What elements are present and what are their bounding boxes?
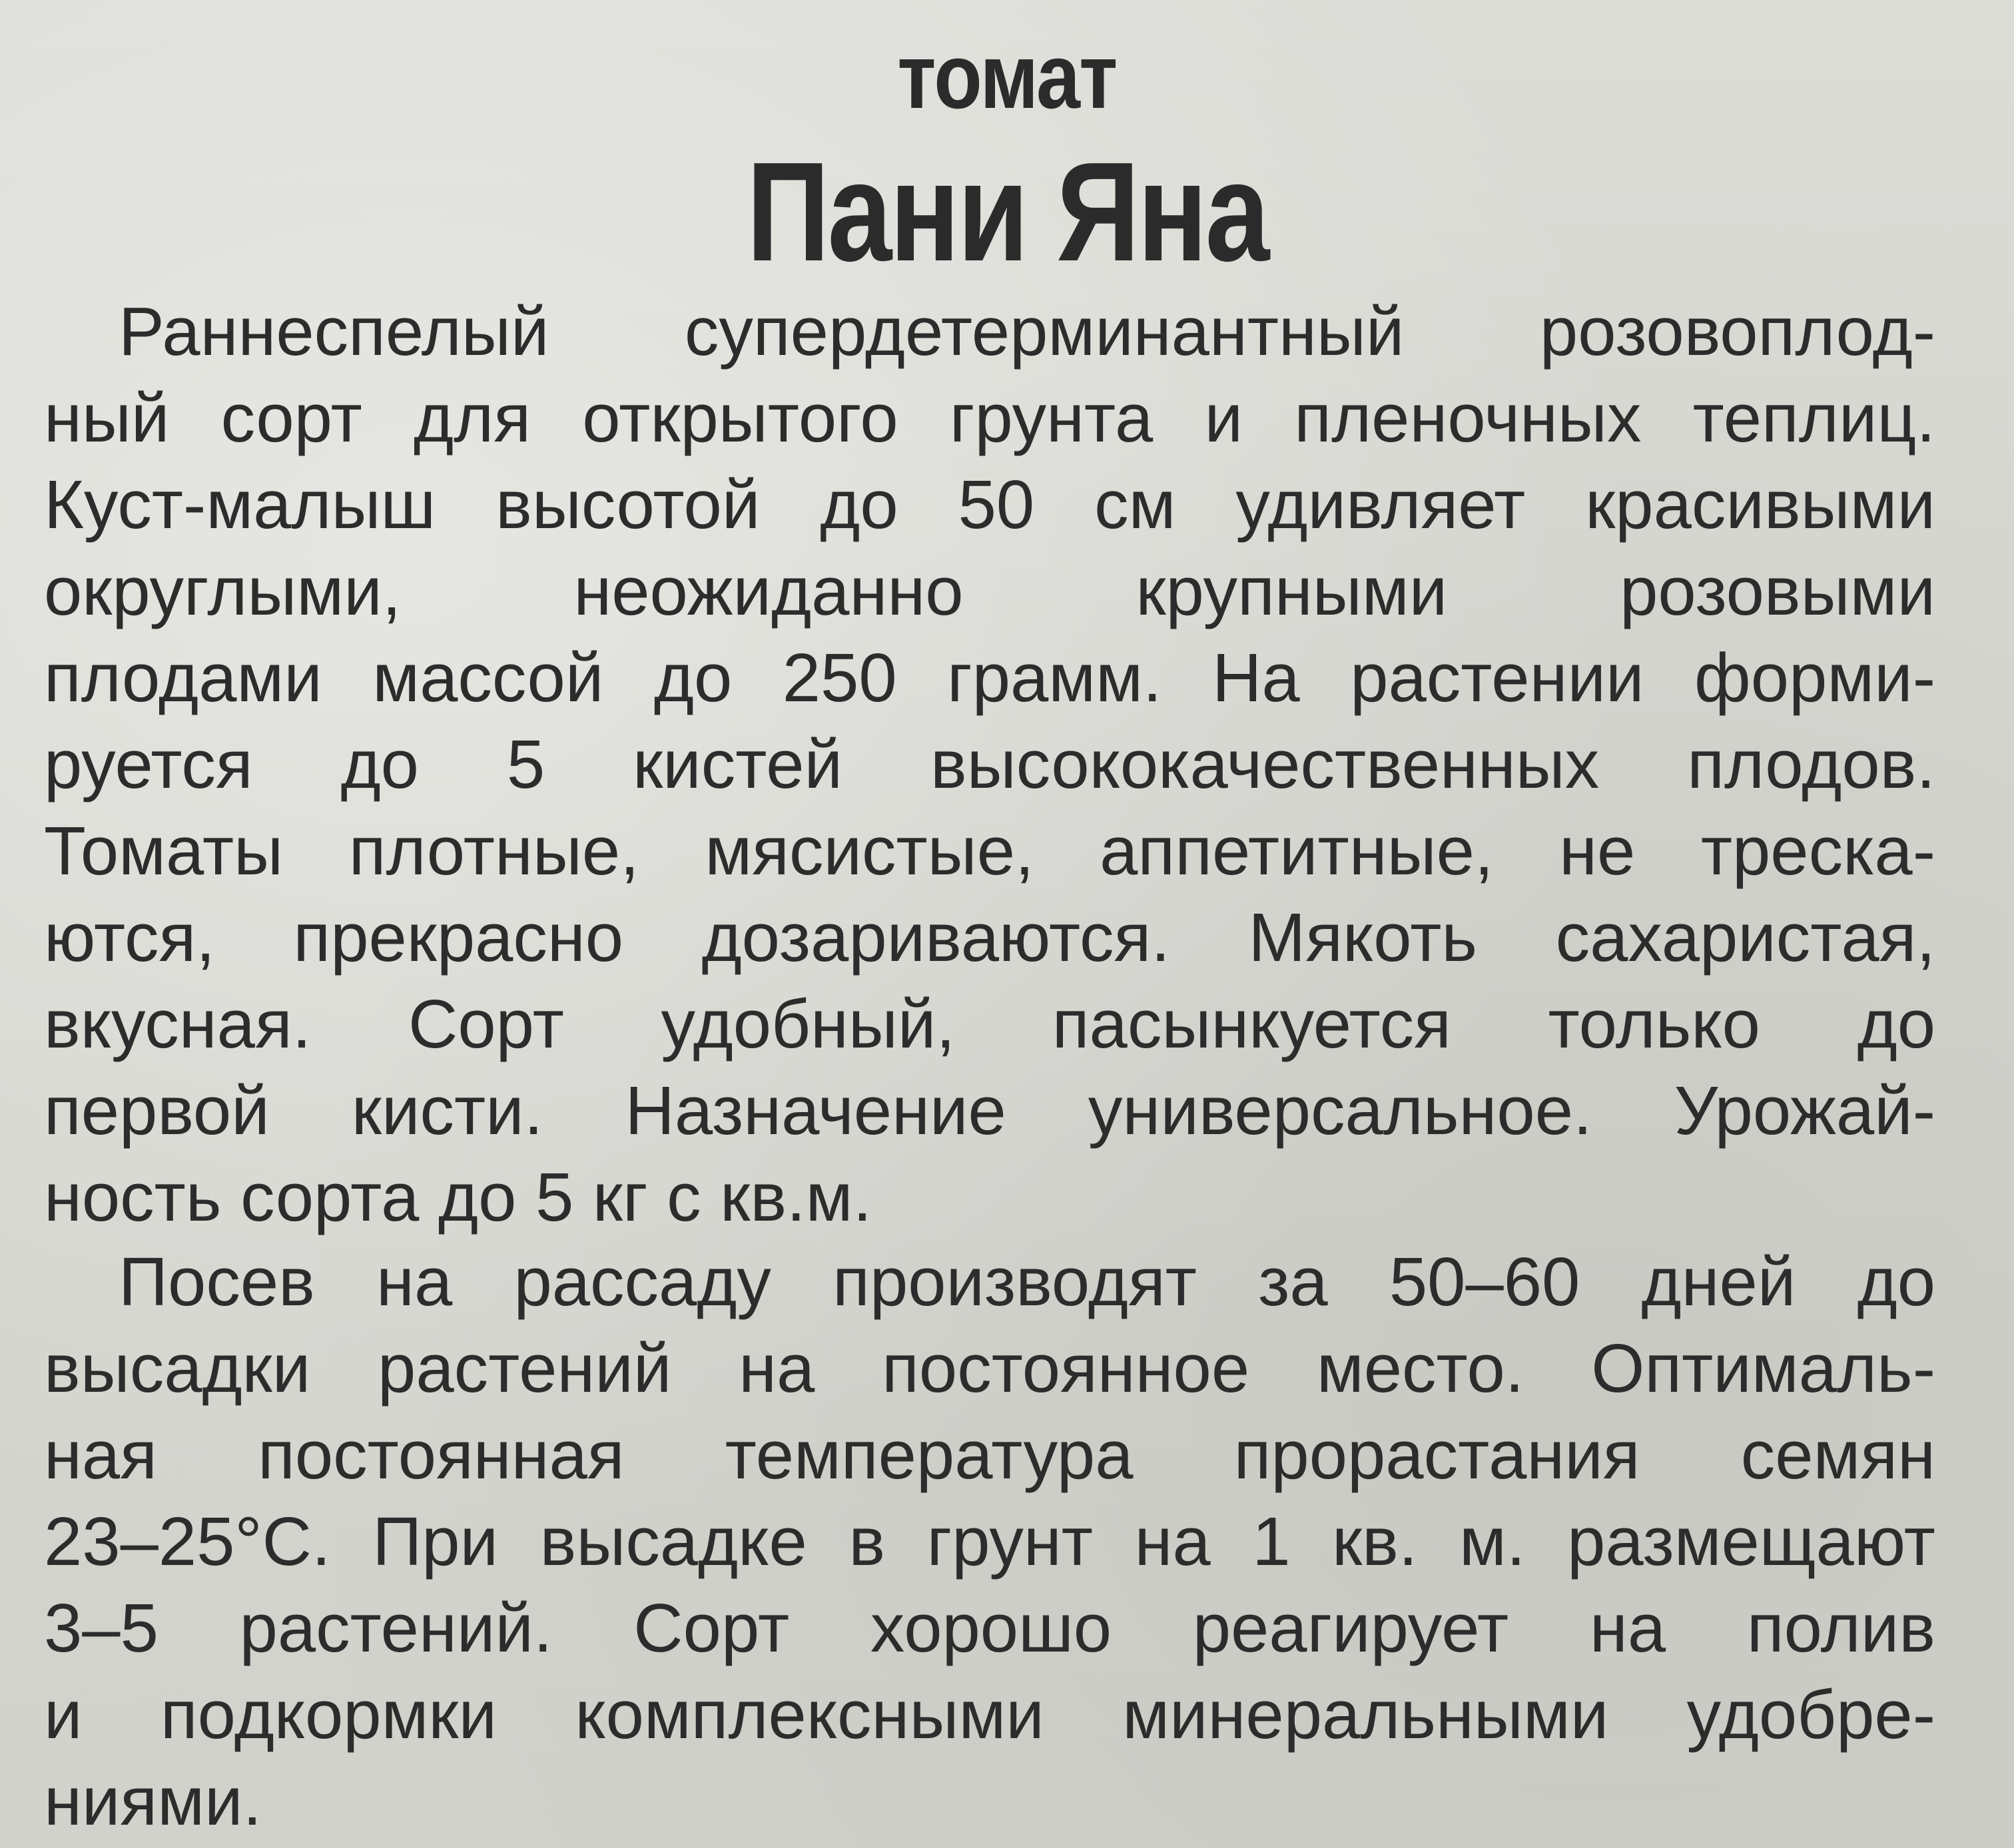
text-line: вкусная. Сорт удобный, пасынкуется только до bbox=[44, 986, 1935, 1062]
description-paragraph bbox=[44, 288, 1935, 1241]
text-line: Раннеспелый супердетерминантный розовоплод- bbox=[119, 293, 1935, 370]
text-line: первой кисти. Назначение универсальное. Урожай- bbox=[44, 1072, 1935, 1149]
text-line: 3–5 растений. Сорт хорошо реагирует на полив bbox=[44, 1590, 1935, 1666]
variety-title: Пани Яна bbox=[746, 133, 1268, 290]
sowing-instructions-paragraph bbox=[44, 1239, 1935, 1845]
text-line: ниями. bbox=[44, 1763, 262, 1839]
text-line: ются, прекрасно дозариваются. Мякоть сахаристая, bbox=[44, 899, 1935, 976]
text-line: руется до 5 кистей высококачественных плодов. bbox=[44, 726, 1935, 802]
text-line: Куст-малыш высотой до 50 см удивляет красивыми bbox=[44, 466, 1935, 543]
text-line: Посев на рассаду производят за 50–60 дней до bbox=[119, 1243, 1935, 1320]
text-line: плодами массой до 250 грамм. На растении форми- bbox=[44, 639, 1935, 716]
text-line: 23–25°С. При высадке в грунт на 1 кв. м. размещают bbox=[44, 1503, 1935, 1580]
text-line: высадки растений на постоянное место. Оптималь- bbox=[44, 1330, 1935, 1406]
text-line: округлыми, неожиданно крупными розовыми bbox=[44, 553, 1935, 629]
text-line: ная постоянная температура прорастания семян bbox=[44, 1416, 1935, 1493]
text-line: ность сорта до 5 кг с кв.м. bbox=[44, 1159, 872, 1235]
text-line: и подкормки комплексными минеральными удобре- bbox=[44, 1676, 1935, 1753]
text-line: ный сорт для открытого грунта и пленочных теплиц. bbox=[44, 380, 1935, 456]
text-line: Томаты плотные, мясистые, аппетитные, не треска- bbox=[44, 812, 1935, 889]
crop-type-heading: томат bbox=[897, 25, 1117, 128]
